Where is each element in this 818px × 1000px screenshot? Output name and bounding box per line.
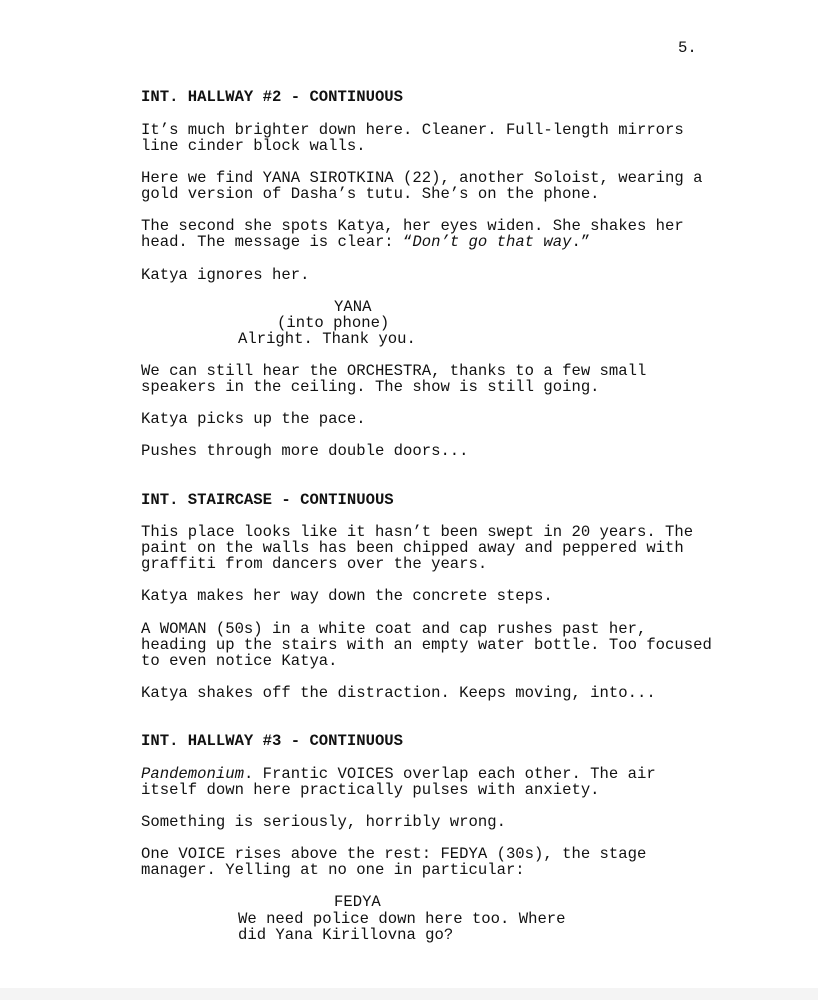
action-line: line cinder block walls.: [141, 137, 366, 155]
action-line: Here we find YANA SIROTKINA (22), another Soloist, wearing a: [141, 169, 703, 187]
action-line: to even notice Katya.: [141, 652, 338, 670]
scene-heading: INT. HALLWAY #3 - CONTINUOUS: [141, 732, 404, 750]
action-line: graffiti from dancers over the years.: [141, 555, 488, 573]
action-line: A WOMAN (50s) in a white coat and cap rushes past her,: [141, 620, 647, 638]
dialogue-line: Alright. Thank you.: [238, 330, 416, 348]
action-line: This place looks like it hasn’t been swept in 20 years. The: [141, 523, 694, 541]
action-text: . Frantic VOICES overlap each other. The air: [243, 765, 656, 783]
action-line: Pushes through more double doors...: [141, 442, 469, 460]
action-line: Katya makes her way down the concrete steps.: [141, 587, 553, 605]
action-line: One VOICE rises above the rest: FEDYA (30s), the stage: [141, 845, 647, 863]
action-text: head. The message is clear: “: [141, 233, 413, 251]
action-line: It’s much brighter down here. Cleaner. Full-length mirrors: [141, 121, 684, 139]
action-text: .”: [571, 233, 591, 251]
page-bottom-edge: [0, 988, 818, 1000]
action-line: Katya shakes off the distraction. Keeps moving, into...: [141, 684, 656, 702]
parenthetical: (into phone): [277, 314, 390, 332]
action-line: gold version of Dasha’s tutu. She’s on the phone.: [141, 185, 600, 203]
action-line: Katya picks up the pace.: [141, 410, 366, 428]
character-name: FEDYA: [334, 893, 381, 911]
action-line: speakers in the ceiling. The show is still going.: [141, 378, 600, 396]
action-line: Something is seriously, horribly wrong.: [141, 813, 506, 831]
action-line: [141, 234, 590, 251]
action-line: paint on the walls has been chipped away and peppered with: [141, 539, 684, 557]
italic-word: Pandemonium: [141, 765, 244, 783]
action-line: Katya ignores her.: [141, 266, 310, 284]
action-line: The second she spots Katya, her eyes widen. She shakes her: [141, 217, 684, 235]
dialogue-line: did Yana Kirillovna go?: [238, 926, 454, 944]
dialogue-line: We need police down here too. Where: [238, 910, 566, 928]
action-line: We can still hear the ORCHESTRA, thanks to a few small: [141, 362, 647, 380]
action-line: heading up the stairs with an empty water bottle. Too focused: [141, 636, 712, 654]
scene-heading: INT. HALLWAY #2 - CONTINUOUS: [141, 88, 404, 106]
action-line: manager. Yelling at no one in particular:: [141, 861, 525, 879]
italic-quote: Don’t go that way: [412, 233, 572, 251]
page-number: 5.: [678, 39, 697, 57]
character-name: YANA: [334, 298, 372, 316]
action-line: itself down here practically pulses with anxiety.: [141, 781, 600, 799]
scene-heading: INT. STAIRCASE - CONTINUOUS: [141, 491, 394, 509]
